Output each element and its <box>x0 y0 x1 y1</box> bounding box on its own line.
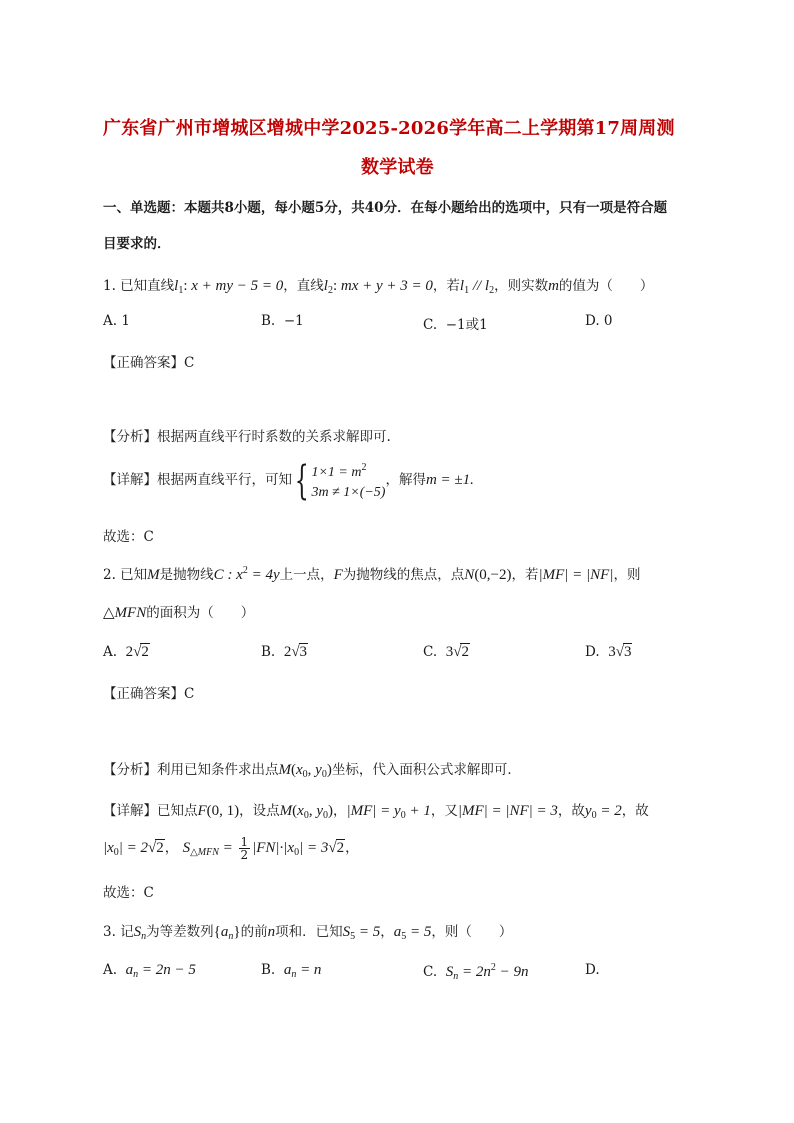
q1-option-c: C. −1或1 <box>423 317 488 333</box>
q1-option-d: D. 0 <box>585 313 613 329</box>
q2-choose: 故选：C <box>103 885 154 901</box>
q1-analysis: 【分析】根据两直线平行时系数的关系求解即可. <box>103 429 391 445</box>
q2-answer: 【正确答案】C <box>103 686 195 702</box>
q3-option-a: A. $a_n = 2n - 5$ <box>103 962 196 980</box>
exam-title-line1: 广东省广州市增城区增城中学2025-2026学年高二上学期第17周周测 <box>103 118 675 139</box>
q1-detail: 【详解】根据两直线平行，可知{ $1\times 1 = m^2$ 3m ≠ 1×(−5)，解得m = ±1. <box>103 457 474 504</box>
q2-option-b: B. 2√3 <box>261 644 308 660</box>
section-heading-line2: 目要求的． <box>103 236 171 252</box>
q3-option-d: D. <box>585 962 600 978</box>
q1-option-b: B. −1 <box>261 313 304 329</box>
question-2-stem-line2: △MFN的面积为（ ） <box>103 605 255 621</box>
section-heading-line1: 一、单选题：本题共8小题，每小题5分，共40分．在每小题给出的选项中，只有一项是符合题 <box>103 200 668 216</box>
q2-option-c: C. 3√2 <box>423 644 469 660</box>
q1-answer: 【正确答案】C <box>103 355 195 371</box>
question-1-stem: 1. 已知直线$l_1$: x + my − 5 = 0，直线$l_2$: mx + y + 3 = 0，若$l_1 // l_2$，则实数m的值为（ ） <box>103 278 654 296</box>
q2-detail-line2: $|x_0| = 2√2$， $S_{\triangle MFN}$ = $\frac{1}{2}$ $|FN|\cdot|x_0| = 3√2$， <box>103 835 359 862</box>
q1-option-a: A. 1 <box>103 313 130 329</box>
question-2-stem-line1: 2. 已知M是抛物线C : $x^2 = 4y$上一点，F为抛物线的焦点，点N(0,−2)，若|MF| = |NF|，则 <box>103 565 641 583</box>
q2-option-d: D. 3√3 <box>585 644 632 660</box>
q2-detail-line1: 【详解】已知点F(0, 1)，设点$M(x_0$, $y_0$)，$|MF| = y_0 + 1$，又|MF| = |NF| = 3，故$y_0 = 2$，故 <box>103 803 649 821</box>
exam-title-line2: 数学试卷 <box>361 157 434 178</box>
q3-option-b: B. $a_n = n$ <box>261 962 322 980</box>
q3-option-c: C. $S_n = 2n^2 - 9n$ <box>423 962 529 982</box>
question-3-stem: 3. 记$S_n$为等差数列$\{a_n\}$的前n项和．已知$S_5 = 5$，$a_5 = 5$，则（ ） <box>103 924 513 942</box>
q2-option-a: A. 2√2 <box>103 644 149 660</box>
q1-choose: 故选：C <box>103 529 154 545</box>
q2-analysis: 【分析】利用已知条件求出点$M(x_0$, $y_0$)坐标，代入面积公式求解即可． <box>103 762 521 780</box>
